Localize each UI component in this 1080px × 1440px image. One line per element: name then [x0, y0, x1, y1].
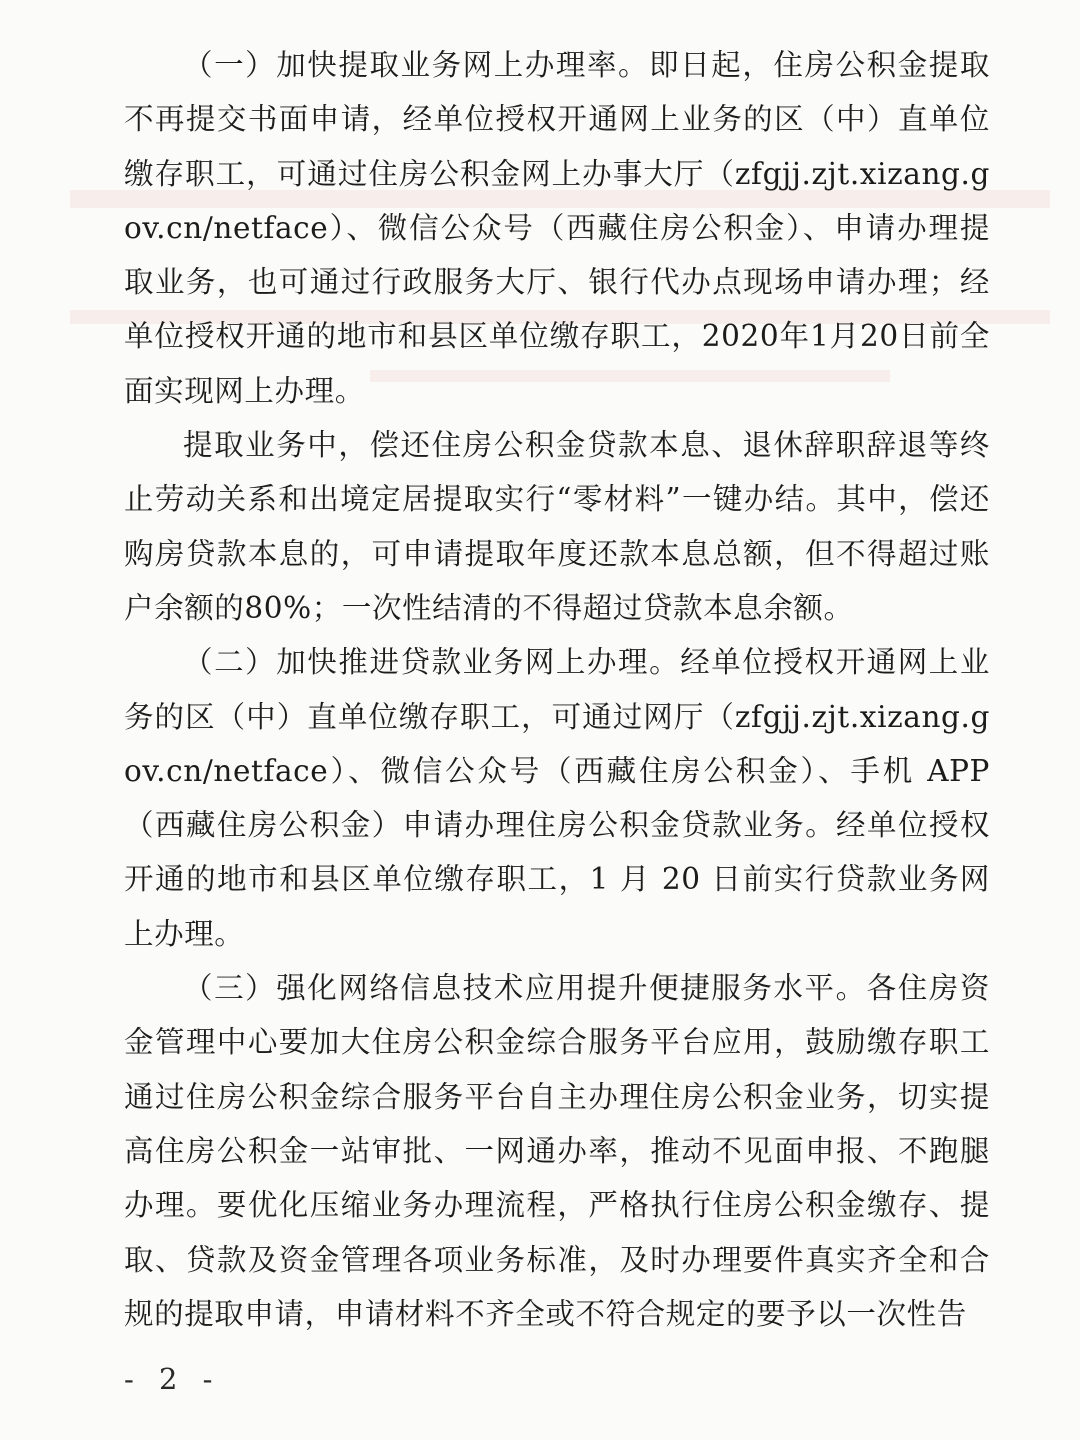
item-2-body: 经单位授权开通网上业务的区（中）直单位缴存职工，可通过网厅（zfgjj.zjt.xizang.gov.cn/netface）、微信公众号（西藏住房公积金）、手机 APP（西藏住房公积金）申请办理住房公积金贷款业务。经单位授权开通的地市和县区单位缴存职工，1 月 20 日前实行贷款业务网上办理。	[124, 645, 990, 951]
page-number: - 2 -	[124, 1362, 221, 1396]
paragraph-item-3	[124, 961, 990, 1341]
item-1-heading: （一）加快提取业务网上办理率。	[183, 48, 650, 82]
item-3-body: 各住房资金管理中心要加大住房公积金综合服务平台应用，鼓励缴存职工通过住房公积金综合服务平台自主办理住房公积金业务，切实提高住房公积金一站审批、一网通办率，推动不见面申报、不跑腿办理。要优化压缩业务办理流程，严格执行住房公积金缴存、提取、贷款及资金管理各项业务标准，及时办理要件真实齐全和合规的提取申请，申请材料不齐全或不符合规定的要予以一次性告	[124, 971, 990, 1331]
item-1-body: 即日起，住房公积金提取不再提交书面申请，经单位授权开通网上业务的区（中）直单位缴存职工，可通过住房公积金网上办事大厅（zfgjj.zjt.xizang.gov.cn/netface）、微信公众号（西藏住房公积金）、申请办理提取业务，也可通过行政服务大厅、银行代办点现场申请办理；经单位授权开通的地市和县区单位缴存职工，2020年1月20日前全面实现网上办理。	[124, 48, 990, 408]
item-2-heading: （二）加快推进贷款业务网上办理。	[183, 645, 681, 680]
paragraph-item-2	[124, 635, 990, 961]
withdrawal-details-body: 提取业务中，偿还住房公积金贷款本息、退休辞职辞退等终止劳动关系和出境定居提取实行“零材料”一键办结。其中，偿还购房贷款本息的，可申请提取年度还款本息总额，但不得超过账户余额的80%；一次性结清的不得超过贷款本息余额。	[124, 428, 990, 625]
paragraph-item-1	[124, 38, 990, 418]
paragraph-withdrawal-details	[124, 418, 990, 635]
item-3-heading: （三）强化网络信息技术应用提升便捷服务水平。	[183, 971, 867, 1006]
body-text	[124, 38, 990, 1341]
